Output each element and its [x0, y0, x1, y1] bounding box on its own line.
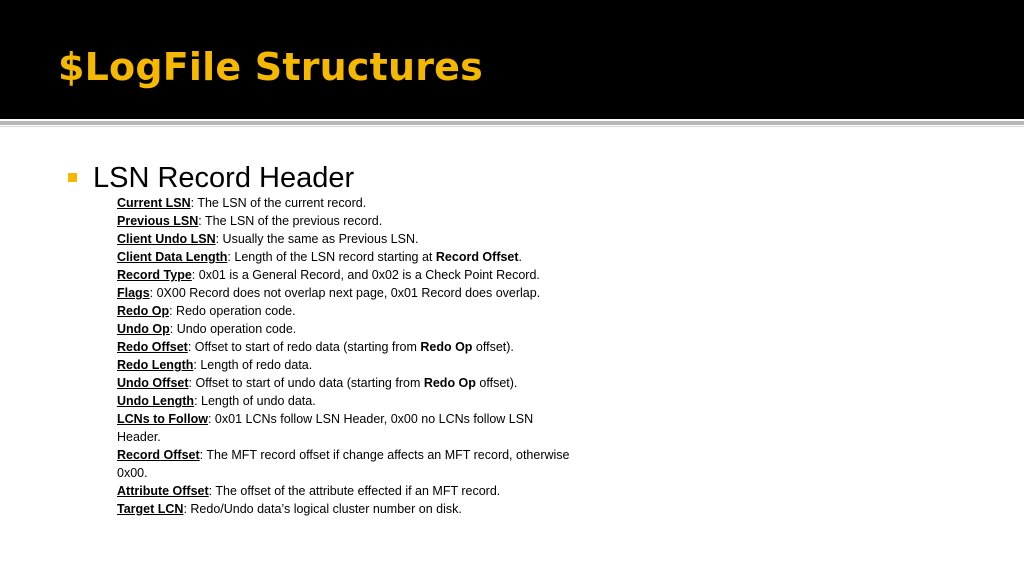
field-name: Redo Op	[117, 304, 170, 318]
field-name: Current LSN	[117, 196, 191, 210]
field-item	[117, 482, 577, 500]
field-name: Target LCN	[117, 502, 184, 516]
field-description: : Length of redo data.	[193, 358, 313, 372]
field-name: Flags	[117, 286, 150, 300]
field-name: Client Data Length	[117, 250, 228, 264]
field-name: Redo Offset	[117, 340, 188, 354]
field-description: : Undo operation code.	[169, 322, 297, 336]
field-description: : Length of the LSN record starting at	[227, 250, 436, 264]
field-description: : Usually the same as Previous LSN.	[215, 232, 419, 246]
field-reference: Record Offset	[435, 250, 519, 264]
field-item	[117, 446, 577, 482]
field-item	[117, 302, 577, 320]
field-description-tail: offset).	[472, 340, 514, 354]
field-item	[117, 392, 577, 410]
field-name: Redo Length	[117, 358, 194, 372]
field-item	[117, 248, 577, 266]
field-item	[117, 212, 577, 230]
field-item	[117, 410, 577, 446]
field-reference: Redo Op	[420, 340, 473, 354]
field-name: Undo Offset	[117, 376, 189, 390]
bullet-heading: LSN Record Header	[93, 162, 355, 194]
field-name: Undo Length	[117, 394, 195, 408]
field-name: Client Undo LSN	[117, 232, 216, 246]
field-description: : The LSN of the current record.	[190, 196, 367, 210]
field-description: : Length of undo data.	[194, 394, 316, 408]
field-item	[117, 374, 577, 392]
field-description: : 0X00 Record does not overlap next page, 0x01 Record does overlap.	[149, 286, 541, 300]
field-name: Record Offset	[117, 448, 200, 462]
field-description: : 0x01 is a General Record, and 0x02 is a Check Point Record.	[191, 268, 540, 282]
field-description-tail: .	[518, 250, 523, 264]
field-name: LCNs to Follow	[117, 412, 208, 426]
title-bar	[0, 0, 1024, 119]
title-divider	[0, 121, 1024, 125]
field-item	[117, 230, 577, 248]
field-item	[117, 194, 577, 212]
title-divider-thin	[0, 126, 1024, 127]
field-description-tail: offset).	[475, 376, 518, 390]
field-name: Previous LSN	[117, 214, 199, 228]
field-item	[117, 266, 577, 284]
field-reference: Redo Op	[423, 376, 476, 390]
field-description: : The MFT record offset if change affects an MFT record, otherwise 0x00.	[117, 448, 570, 480]
field-description: : 0x01 LCNs follow LSN Header, 0x00 no LCNs follow LSN Header.	[117, 412, 534, 444]
field-item	[117, 338, 577, 356]
field-description: : The LSN of the previous record.	[198, 214, 383, 228]
field-item	[117, 320, 577, 338]
field-name: Record Type	[117, 268, 192, 282]
field-description: : Offset to start of redo data (starting from	[187, 340, 421, 354]
field-item	[117, 356, 577, 374]
slide-title: $LogFile Structures	[58, 45, 483, 89]
field-description: : The offset of the attribute effected if an MFT record.	[208, 484, 501, 498]
field-item	[117, 284, 577, 302]
field-description: : Redo operation code.	[169, 304, 296, 318]
field-item	[117, 500, 577, 518]
field-description: : Offset to start of undo data (starting from	[188, 376, 424, 390]
field-name: Undo Op	[117, 322, 170, 336]
field-name: Attribute Offset	[117, 484, 209, 498]
field-description: : Redo/Undo data’s logical cluster number on disk.	[183, 502, 462, 516]
field-list	[117, 194, 577, 518]
bullet-square-icon	[68, 173, 77, 182]
